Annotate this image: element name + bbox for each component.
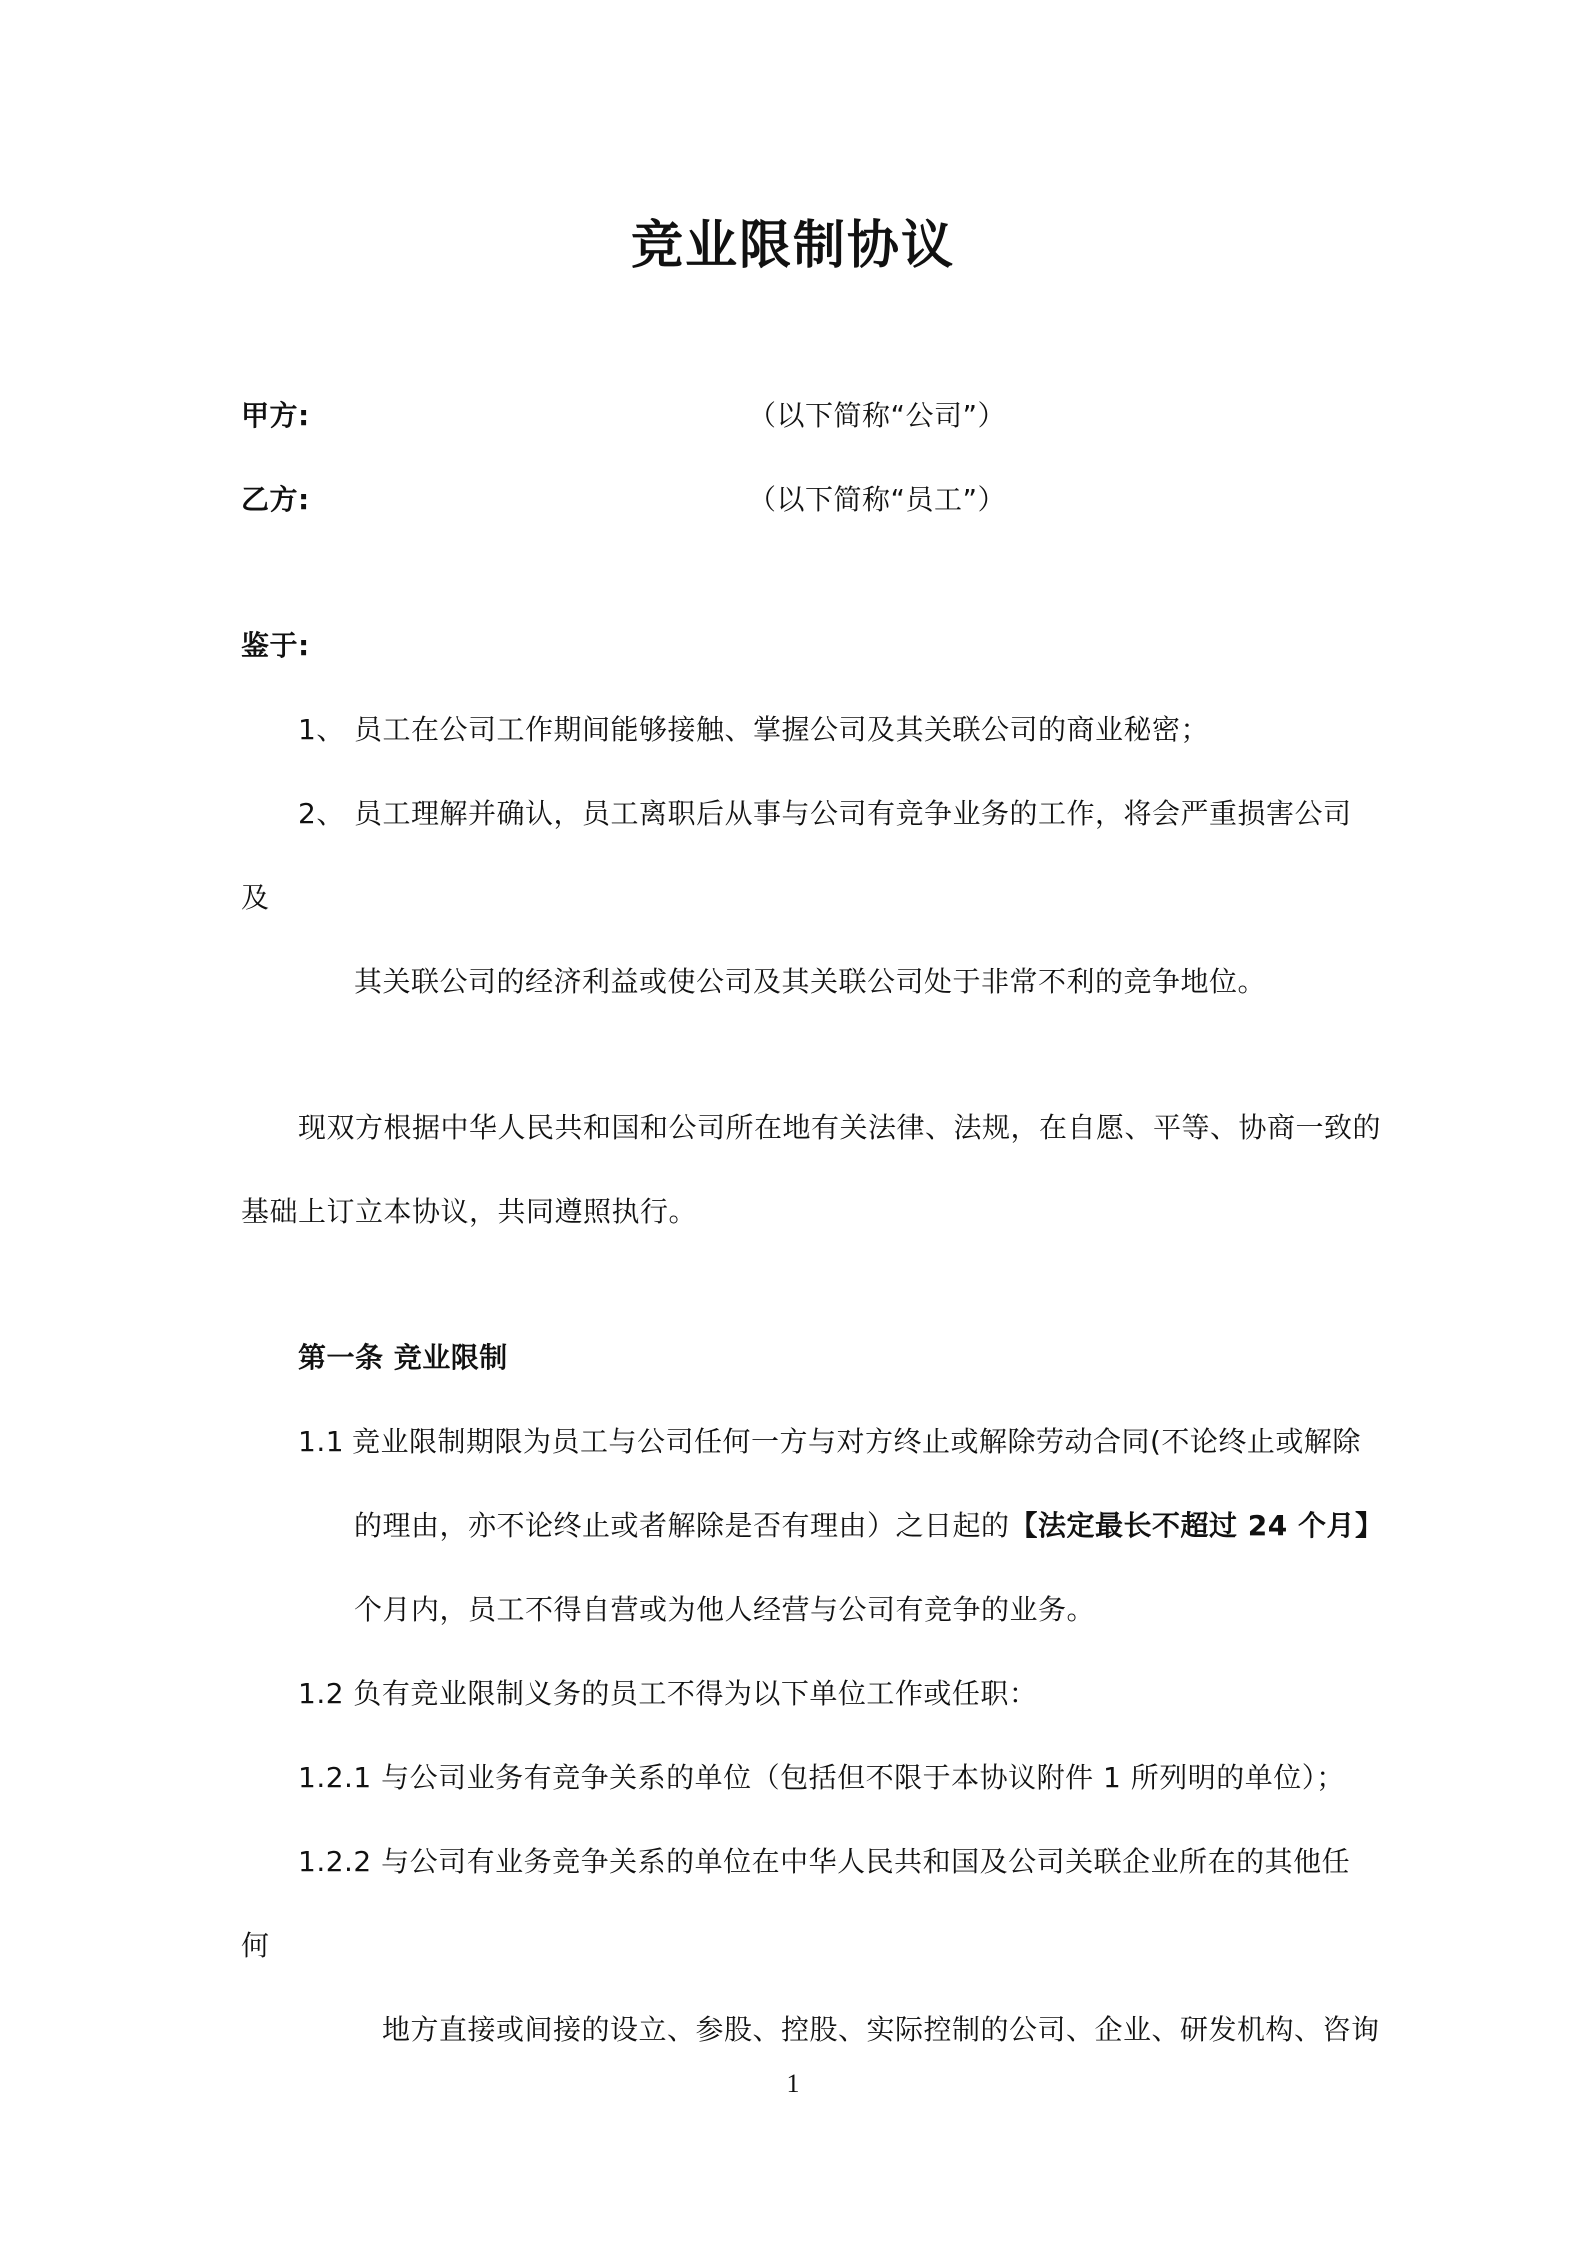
party-a-alias: （以下简称“公司”） bbox=[748, 399, 1007, 432]
clause-1-1-line-2 bbox=[354, 1506, 1383, 1546]
clause-1-2-1: 1.2.1 与公司业务有竞争关系的单位（包括但不限于本协议附件 1 所列明的单位）； bbox=[298, 1761, 1345, 1794]
whereas-item-2-text-line-2: 及 bbox=[241, 881, 270, 914]
clause-1-1-line-1: 竞业限制期限为员工与公司任何一方与对方终止或解除劳动合同(不论终止或解除 bbox=[352, 1425, 1361, 1458]
document-title: 竞业限制协议 bbox=[630, 216, 955, 276]
whereas-item-1-number: 1、 bbox=[298, 713, 345, 746]
article-1-heading: 第一条 竞业限制 bbox=[298, 1341, 508, 1374]
clause-1-2-2-line-1: 1.2.2 与公司有业务竞争关系的单位在中华人民共和国及公司关联企业所在的其他任 bbox=[298, 1845, 1351, 1878]
whereas-item-2-number: 2、 bbox=[298, 797, 345, 830]
party-b-label: 乙方: bbox=[241, 483, 310, 516]
clause-1-1-line-3: 个月内，员工不得自营或为他人经营与公司有竞争的业务。 bbox=[354, 1593, 1096, 1626]
page-number: 1 bbox=[786, 2069, 800, 2098]
clause-1-2-2-line-3: 地方直接或间接的设立、参股、控股、实际控制的公司、企业、研发机构、咨询 bbox=[382, 2013, 1380, 2046]
whereas-item-2-text-line-1: 员工理解并确认，员工离职后从事与公司有竞争业务的工作，将会严重损害公司 bbox=[354, 797, 1352, 830]
whereas-item-1-text: 员工在公司工作期间能够接触、掌握公司及其关联公司的商业秘密； bbox=[354, 713, 1210, 746]
whereas-item-2-text-line-3: 其关联公司的经济利益或使公司及其关联公司处于非常不利的竞争地位。 bbox=[354, 965, 1267, 998]
clause-1-1-line-2-text: 的理由，亦不论终止或者解除是否有理由）之日起的 bbox=[354, 1509, 1010, 1542]
clause-1-2: 1.2 负有竞业限制义务的员工不得为以下单位工作或任职： bbox=[298, 1677, 1038, 1710]
party-b-alias: （以下简称“员工”） bbox=[748, 483, 1007, 516]
whereas-heading: 鉴于: bbox=[241, 629, 310, 662]
party-a-label: 甲方: bbox=[241, 399, 310, 432]
preamble-line-2: 基础上订立本协议，共同遵照执行。 bbox=[241, 1195, 698, 1228]
clause-1-1-duration-note: 【法定最长不超过 24 个月】 bbox=[1009, 1509, 1384, 1542]
preamble-line-1: 现双方根据中华人民共和国和公司所在地有关法律、法规，在自愿、平等、协商一致的 bbox=[298, 1111, 1382, 1144]
clause-1-2-2-line-2: 何 bbox=[241, 1929, 270, 1962]
clause-1-1-number: 1.1 bbox=[298, 1425, 345, 1458]
